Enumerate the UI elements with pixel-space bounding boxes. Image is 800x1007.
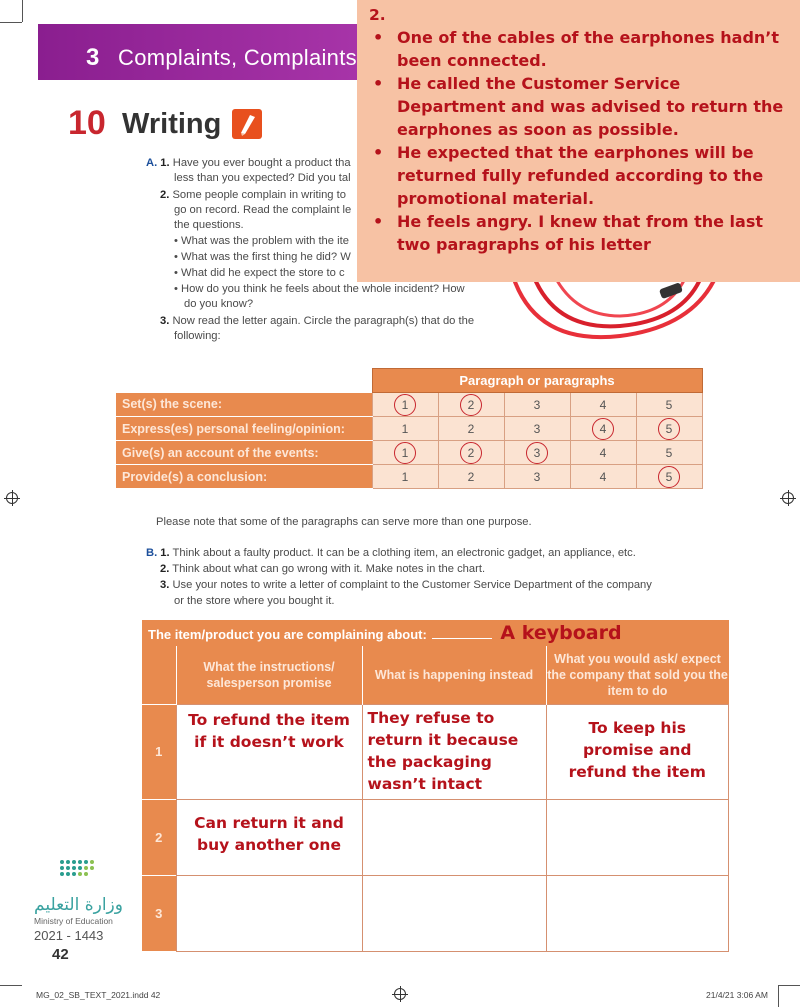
chart-title-bar: [142, 620, 729, 646]
paragraph-table: [116, 368, 703, 489]
bullet-item: • What did he expect the store to c: [174, 267, 345, 279]
complaint-chart: [142, 620, 729, 952]
answer-overlay: [357, 0, 800, 282]
crop-mark: [0, 985, 22, 986]
crop-mark: [778, 986, 779, 1007]
column-header: What you would ask/ expect the company that sold you the item to do: [546, 646, 729, 704]
answer-list: [369, 26, 788, 256]
answer-item: • He expected that the earphones will be returned fully refunded according to the promotional material.: [369, 141, 788, 210]
promise-cell: [176, 875, 362, 951]
registration-mark-icon: [6, 492, 18, 504]
answer-item: • He called the Customer Service Department and was advised to return the earphones as soon as possible.: [369, 72, 788, 141]
table-row: [116, 393, 702, 417]
table-cell: 2: [438, 417, 504, 441]
table-row: [142, 875, 729, 951]
circled-number: 2: [460, 442, 482, 464]
table-cell: 4: [570, 465, 636, 489]
row-number: 2: [142, 799, 176, 875]
row-label: Express(es) personal feeling/opinion:: [116, 417, 372, 441]
circled-number: 3: [526, 442, 548, 464]
bullet-item: • What was the problem with the ite: [174, 235, 349, 247]
exercise-b-q3: 3. Use your notes to write a letter of complaint to the Customer Service Department of the company: [160, 579, 652, 591]
exercise-b-q2: 2. Think about what can go wrong with it. Make notes in the chart.: [160, 563, 486, 575]
row-label: Provide(s) a conclusion:: [116, 465, 372, 489]
table-note: Please note that some of the paragraphs can serve more than one purpose.: [156, 516, 532, 528]
exercise-b-q3-cont: or the store where you bought it.: [174, 595, 335, 607]
instead-cell: [362, 799, 546, 875]
ministry-name-english: Ministry of Education: [34, 916, 113, 926]
row-label: Set(s) the scene:: [116, 393, 372, 417]
table-cell: 3: [504, 465, 570, 489]
earphones-image: [500, 276, 730, 346]
exercise-a-q1-cont: less than you expected? Did you tal: [174, 172, 351, 184]
table-cell: 4: [570, 393, 636, 417]
instead-cell: [362, 875, 546, 951]
exercise-a-q3: 3. Now read the letter again. Circle the paragraph(s) that do the: [160, 315, 475, 327]
column-header: What is happening instead: [362, 646, 546, 704]
promise-cell: Can return it and buy another one: [176, 799, 362, 875]
table-cell: 3: [504, 417, 570, 441]
promise-cell: To refund the item if it doesn’t work: [176, 704, 362, 799]
bullet-item: • How do you think he feels about the whole incident? How: [174, 283, 465, 295]
ask-cell: [546, 875, 729, 951]
row-number: 3: [142, 875, 176, 951]
page-number: 42: [52, 946, 69, 963]
unit-number: 3: [86, 44, 100, 71]
section-number: 10: [68, 104, 106, 142]
section-title: Writing: [122, 108, 222, 140]
ask-cell: To keep his promise and refund the item: [546, 704, 729, 799]
circled-number: 1: [394, 394, 416, 416]
chart-answer: A keyboard: [500, 622, 622, 644]
exercise-a-q3-cont: following:: [174, 330, 221, 342]
answer-number: 2.: [369, 6, 386, 24]
answer-item: • One of the cables of the earphones hadn’t been connected.: [369, 26, 788, 72]
exercise-a-q1: A. 1. Have you ever bought a product tha: [146, 157, 351, 169]
ministry-name-arabic: وزارة التعليم: [34, 895, 123, 915]
crop-mark: [0, 22, 22, 23]
table-row: [142, 799, 729, 875]
crop-mark: [22, 0, 23, 22]
circled-number: 5: [658, 466, 680, 488]
registration-mark-icon: [782, 492, 794, 504]
table-row: [116, 441, 702, 465]
table-cell: 5: [636, 441, 702, 465]
table-cell: 5: [636, 393, 702, 417]
table-cell: 1: [372, 417, 438, 441]
ask-cell: [546, 799, 729, 875]
circled-number: 1: [394, 442, 416, 464]
table-cell: 2: [438, 465, 504, 489]
crop-mark: [778, 985, 800, 986]
exercise-a-q2: 2. Some people complain in writing to: [160, 189, 346, 201]
exercise-a-q2-cont: go on record. Read the complaint le: [174, 204, 352, 216]
registration-mark-icon: [394, 988, 406, 1000]
circled-number: 2: [460, 394, 482, 416]
column-header: What the instructions/ salesperson promise: [176, 646, 362, 704]
instead-cell: They refuse to return it because the packaging wasn’t intact: [362, 704, 546, 799]
circled-number: 4: [592, 418, 614, 440]
bullet-item-cont: do you know?: [184, 298, 254, 310]
circled-number: 5: [658, 418, 680, 440]
table-row: [116, 465, 702, 489]
academic-year: 2021 - 1443: [34, 928, 104, 943]
exercise-a-q2-cont: the questions.: [174, 219, 244, 231]
answer-item: • He feels angry. I knew that from the last two paragraphs of his letter: [369, 210, 788, 256]
table-row: [116, 417, 702, 441]
pencil-icon: [232, 109, 262, 139]
table-cell: 3: [504, 393, 570, 417]
paragraph-table-header: Paragraph or paragraphs: [372, 369, 702, 393]
row-label: Give(s) an account of the events:: [116, 441, 372, 465]
row-number: 1: [142, 704, 176, 799]
table-cell: 4: [570, 441, 636, 465]
print-timestamp: 21/4/21 3:06 AM: [706, 990, 768, 1000]
file-name: MG_02_SB_TEXT_2021.indd 42: [36, 990, 161, 1000]
unit-title: Complaints, Complaints: [118, 45, 357, 70]
bullet-item: • What was the first thing he did? W: [174, 251, 351, 263]
chart-title: The item/product you are complaining about:: [148, 627, 427, 642]
table-row: [142, 704, 729, 799]
exercise-b-q1: B. 1. Think about a faulty product. It can be a clothing item, an electronic gadget, an appliance, etc.: [146, 547, 636, 559]
table-cell: 1: [372, 465, 438, 489]
